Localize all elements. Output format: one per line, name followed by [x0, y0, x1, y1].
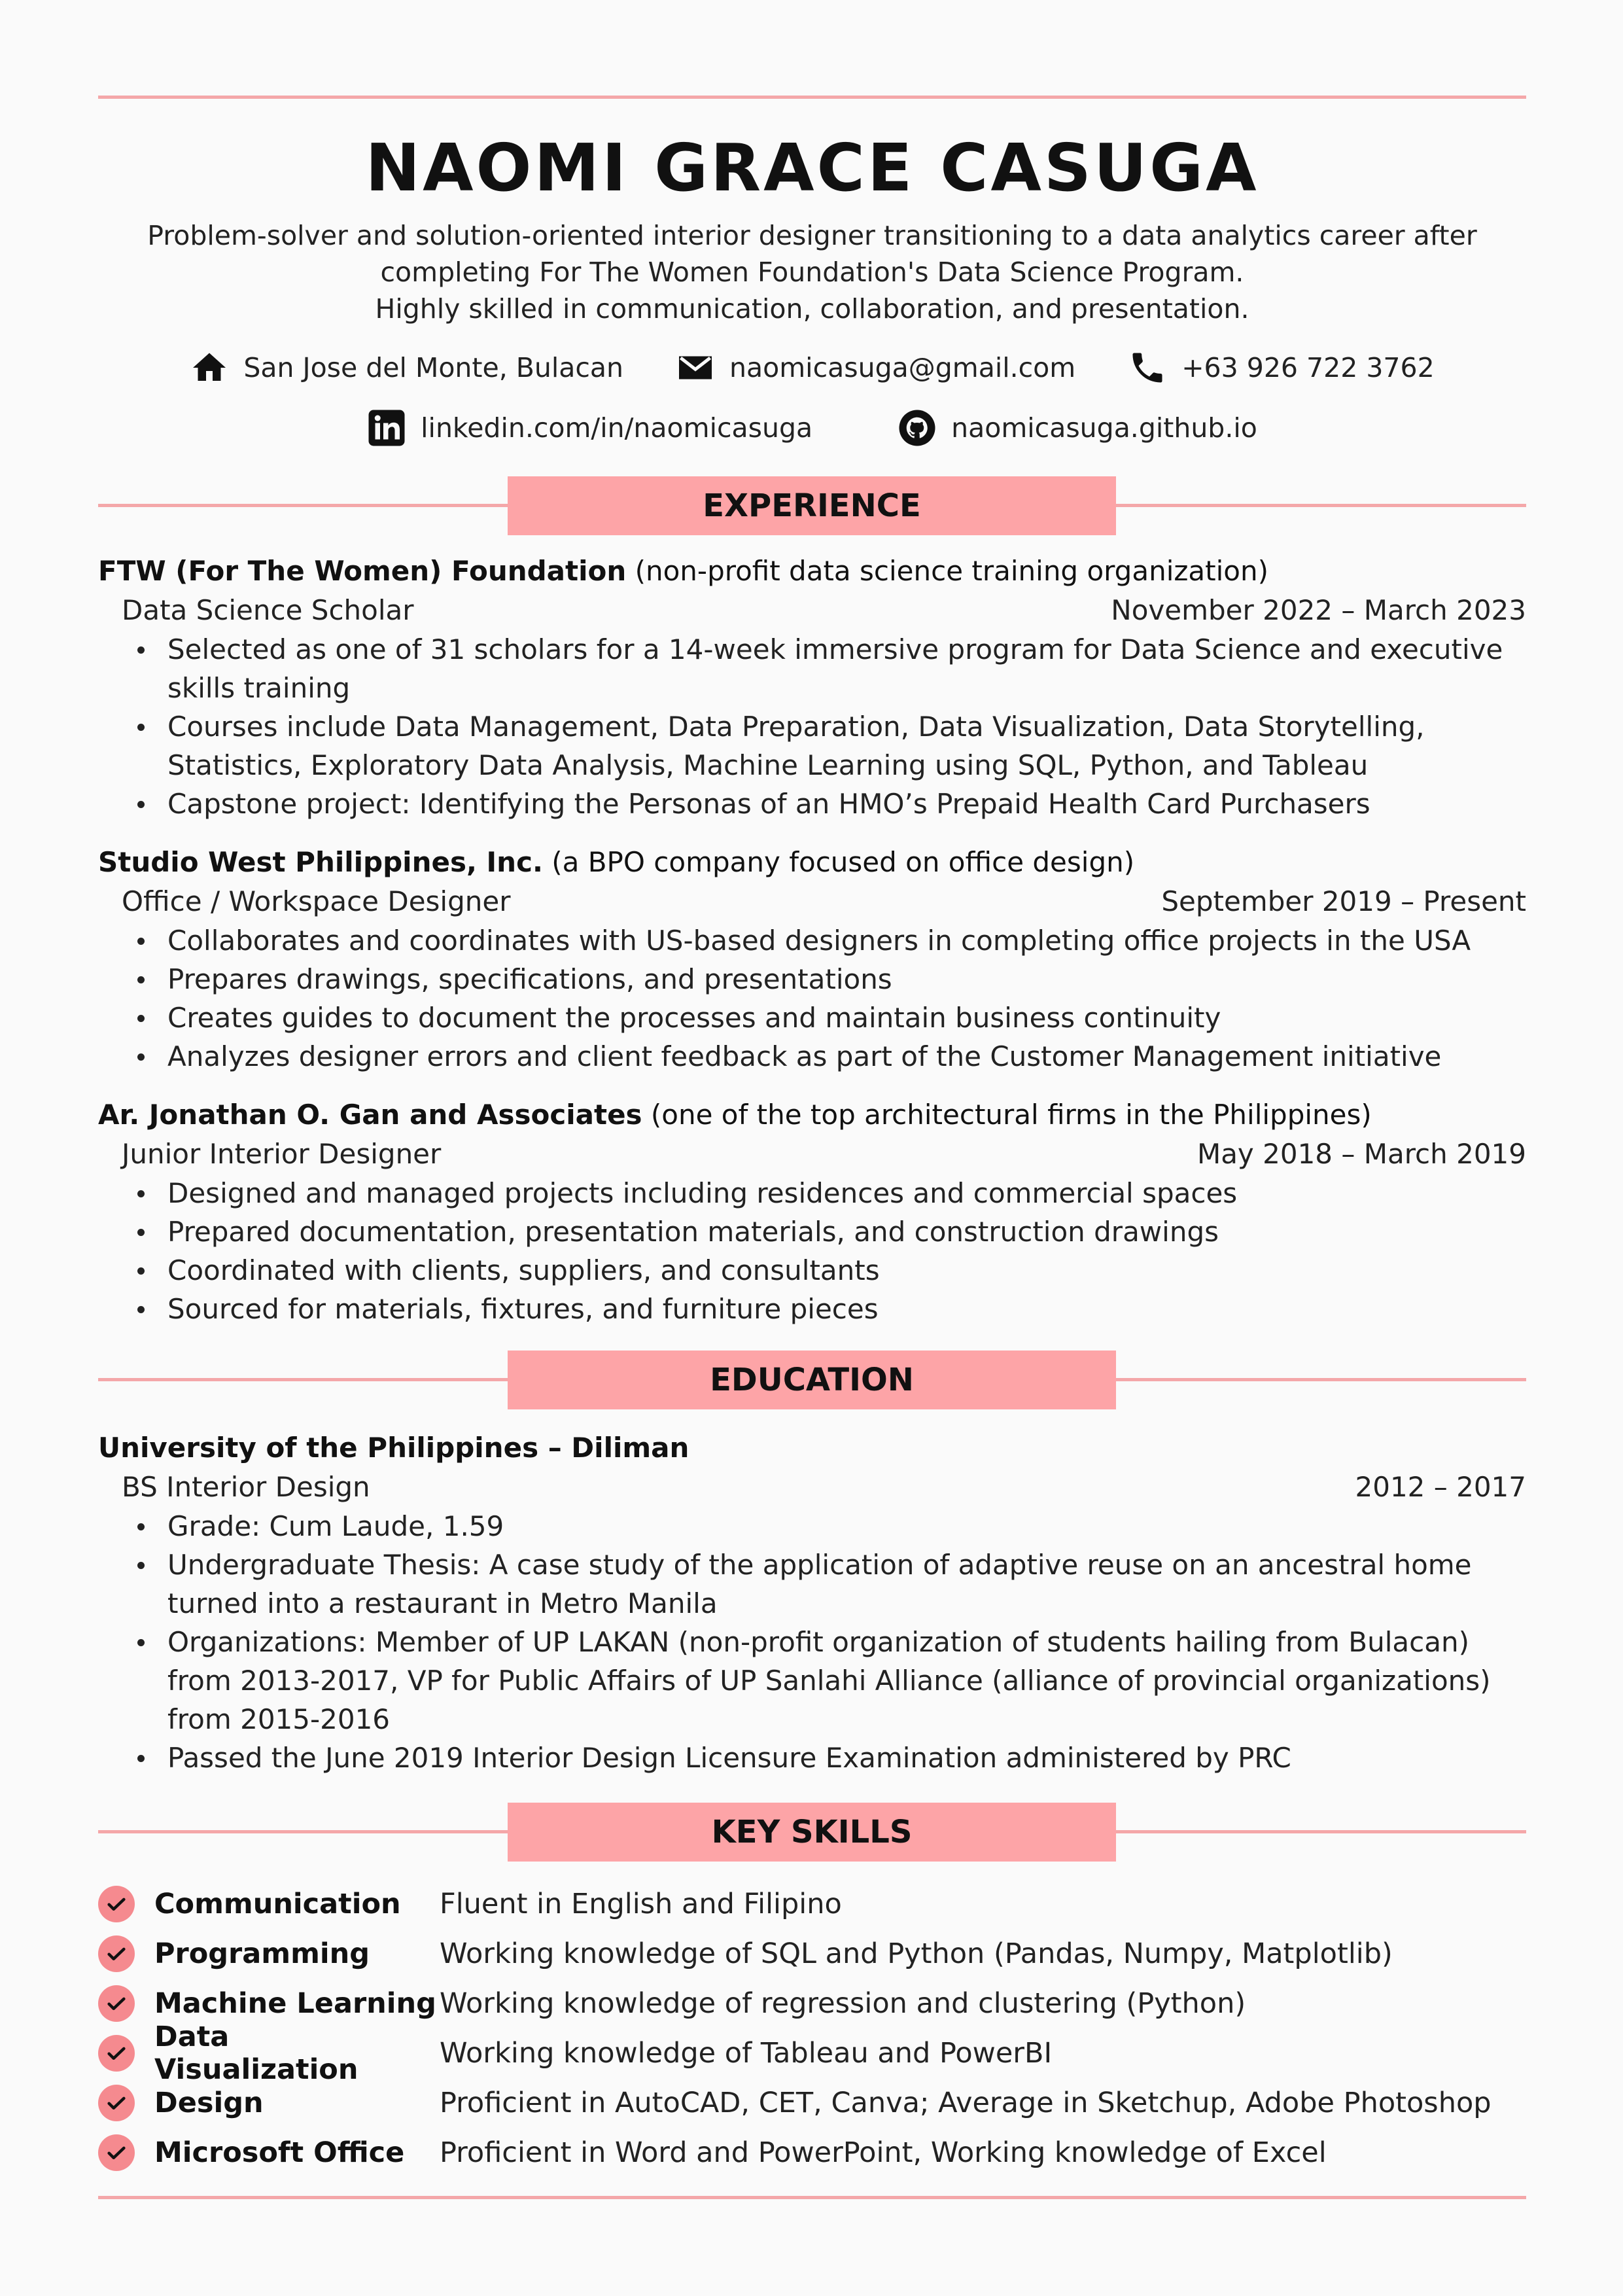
- list-item: Prepares drawings, specifications, and presentations: [167, 960, 1526, 998]
- role-title: Junior Interior Designer: [122, 1138, 442, 1170]
- skill-name: Design: [154, 2087, 264, 2119]
- list-item: Analyzes designer errors and client feedback as part of the Customer Management initiative: [167, 1037, 1526, 1076]
- role-title: Data Science Scholar: [122, 594, 414, 626]
- top-divider: [98, 96, 1526, 99]
- skill-name: Microsoft Office: [154, 2136, 405, 2169]
- degree: BS Interior Design: [122, 1471, 370, 1503]
- check-icon: [98, 2035, 135, 2072]
- org-line: [98, 843, 1526, 882]
- contact-linkedin[interactable]: [367, 408, 812, 448]
- linkedin-text[interactable]: linkedin.com/in/naomicasuga: [421, 412, 813, 444]
- bullet-list: [98, 1174, 1526, 1328]
- skill-description: Fluent in English and Filipino: [440, 1888, 842, 1920]
- skill-name: Machine Learning: [154, 1987, 436, 2020]
- check-icon: [98, 1985, 135, 2022]
- org-line: [98, 1095, 1526, 1135]
- role-dates: November 2022 – March 2023: [1111, 594, 1526, 626]
- skill-name: Communication: [154, 1888, 401, 1920]
- experience-entry-jog: [98, 1095, 1526, 1328]
- org-description: (a BPO company focused on office design): [542, 846, 1135, 878]
- summary-line: Problem-solver and solution-oriented interior designer transitioning to a data analytics career after: [147, 220, 1477, 251]
- github-text[interactable]: naomicasuga.github.io: [951, 412, 1257, 444]
- skill-name: Data Visualization: [154, 2021, 358, 2086]
- org-description: (one of the top architectural firms in the Philippines): [642, 1099, 1372, 1131]
- summary: [98, 217, 1526, 327]
- skill-description: Proficient in Word and PowerPoint, Working knowledge of Excel: [440, 2136, 1327, 2169]
- list-item: Collaborates and coordinates with US-based designers in completing office projects in the USA: [167, 921, 1526, 960]
- skill-row: [98, 2021, 1526, 2086]
- list-item: Organizations: Member of UP LAKAN (non-profit organization of students hailing from Bulacan) from 2013-2017, VP for Public Affairs of UP Sanlahi Alliance (alliance of provincial organizations) from 2015-2016: [167, 1623, 1526, 1739]
- contact-row-1: [98, 348, 1526, 387]
- org-name: FTW (For The Women) Foundation: [98, 555, 627, 587]
- skill-description: Working knowledge of SQL and Python (Pandas, Numpy, Matplotlib): [440, 1937, 1393, 1970]
- education-entry: [98, 1428, 1526, 1777]
- org-name: Ar. Jonathan O. Gan and Associates: [98, 1099, 642, 1131]
- list-item: Grade: Cum Laude, 1.59: [167, 1507, 1526, 1545]
- check-icon: [98, 1886, 135, 1922]
- skill-row: [98, 2128, 1526, 2178]
- bullet-list: [98, 630, 1526, 823]
- list-item: Sourced for materials, fixtures, and furniture pieces: [167, 1290, 1526, 1328]
- section-title: EDUCATION: [508, 1351, 1116, 1409]
- skill-description: Working knowledge of regression and clustering (Python): [440, 1987, 1246, 2020]
- experience-entry-ftw: [98, 552, 1526, 823]
- check-icon: [98, 1935, 135, 1972]
- section-title: KEY SKILLS: [508, 1803, 1116, 1862]
- contact-email[interactable]: [676, 348, 1075, 387]
- skills-section-header: [98, 1803, 1526, 1862]
- list-item: Prepared documentation, presentation materials, and construction drawings: [167, 1212, 1526, 1251]
- bullet-list: [98, 921, 1526, 1076]
- list-item: Designed and managed projects including residences and commercial spaces: [167, 1174, 1526, 1212]
- experience-section-header: [98, 476, 1526, 535]
- role-dates: September 2019 – Present: [1161, 885, 1526, 917]
- skill-row: [98, 1879, 1526, 1929]
- contact-row-2: [98, 408, 1526, 448]
- home-icon: [190, 348, 229, 387]
- linkedin-icon: [367, 408, 406, 448]
- skill-name: Programming: [154, 1937, 370, 1970]
- list-item: Creates guides to document the processes and maintain business continuity: [167, 998, 1526, 1037]
- github-icon: [898, 408, 937, 448]
- role-title: Office / Workspace Designer: [122, 885, 511, 917]
- school-name: University of the Philippines – Diliman: [98, 1432, 689, 1464]
- org-description: (non-profit data science training organization): [626, 555, 1268, 587]
- org-line: [98, 552, 1526, 591]
- section-title: EXPERIENCE: [508, 476, 1116, 535]
- location-text: San Jose del Monte, Bulacan: [243, 352, 624, 383]
- contact-github[interactable]: [898, 408, 1257, 448]
- skill-row: [98, 1929, 1526, 1979]
- education-dates: 2012 – 2017: [1355, 1471, 1526, 1503]
- contact-location: [190, 348, 623, 387]
- candidate-name: NAOMI GRACE CASUGA: [365, 130, 1259, 206]
- mail-icon: [676, 348, 715, 387]
- bullet-list: [98, 1507, 1526, 1777]
- list-item: Selected as one of 31 scholars for a 14-week immersive program for Data Science and executive skills training: [167, 630, 1526, 707]
- skills-list: [98, 1879, 1526, 2178]
- check-icon: [98, 2085, 135, 2121]
- skill-description: Working knowledge of Tableau and PowerBI: [440, 2037, 1053, 2070]
- list-item: Courses include Data Management, Data Preparation, Data Visualization, Data Storytelling, Statistics, Exploratory Data Analysis, Machine Learning using SQL, Python, and Tableau: [167, 707, 1526, 785]
- list-item: Coordinated with clients, suppliers, and consultants: [167, 1251, 1526, 1290]
- experience-entry-studio-west: [98, 843, 1526, 1076]
- role-dates: May 2018 – March 2019: [1196, 1138, 1526, 1170]
- degree-line: [98, 1468, 1526, 1507]
- bottom-divider: [98, 2196, 1526, 2199]
- role-line: [98, 1135, 1526, 1174]
- phone-text[interactable]: +63 926 722 3762: [1181, 352, 1435, 383]
- skill-description: Proficient in AutoCAD, CET, Canva; Average in Sketchup, Adobe Photoshop: [440, 2087, 1492, 2119]
- list-item: Capstone project: Identifying the Personas of an HMO’s Prepaid Health Card Purchasers: [167, 785, 1526, 823]
- email-text[interactable]: naomicasuga@gmail.com: [729, 352, 1076, 383]
- org-name: Studio West Philippines, Inc.: [98, 846, 543, 878]
- education-section-header: [98, 1351, 1526, 1409]
- list-item: Undergraduate Thesis: A case study of the application of adaptive reuse on an ancestral home turned into a restaurant in Metro Manila: [167, 1545, 1526, 1623]
- contact-phone[interactable]: [1128, 348, 1434, 387]
- summary-line: Highly skilled in communication, collaboration, and presentation.: [375, 293, 1249, 325]
- role-line: [98, 591, 1526, 630]
- list-item: Passed the June 2019 Interior Design Licensure Examination administered by PRC: [167, 1739, 1526, 1777]
- school-line: [98, 1428, 1526, 1468]
- role-line: [98, 882, 1526, 921]
- phone-icon: [1128, 348, 1167, 387]
- summary-line: completing For The Women Foundation's Data Science Program.: [380, 256, 1244, 288]
- check-icon: [98, 2134, 135, 2171]
